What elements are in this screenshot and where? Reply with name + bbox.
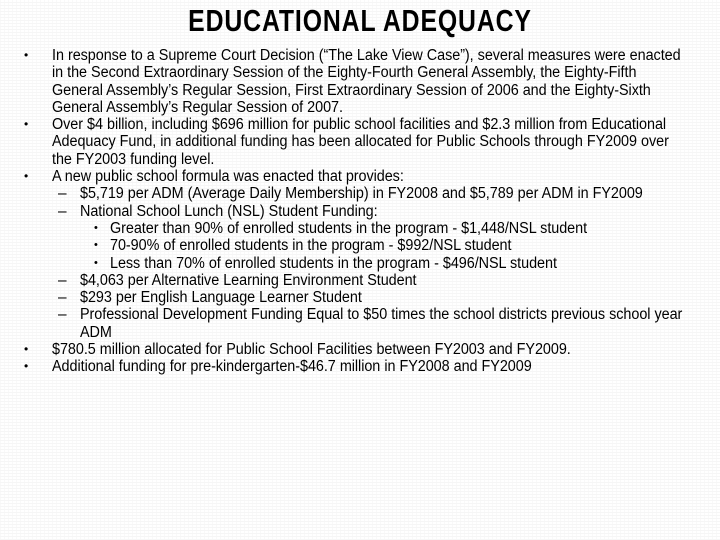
dash-marker-icon: –: [58, 202, 67, 220]
bullet-text: A new public school formula was enacted that provides:: [52, 168, 404, 186]
bullet-text: Greater than 90% of enrolled students in the program - $1,448/NSL student: [110, 219, 588, 237]
bullet-marker-icon: •: [94, 239, 98, 252]
bullet-item: [0, 289, 720, 306]
bullet-text: $293 per English Language Learner Student: [80, 289, 362, 307]
bullet-text: $4,063 per Alternative Learning Environment Student: [80, 271, 417, 289]
bullet-text: Professional Development Funding Equal to $50 times the school districts previous school year ADM: [80, 306, 683, 341]
bullet-item: [0, 358, 720, 375]
bullet-text: Over $4 billion, including $696 million for public school facilities and $2.3 million from Educational Adequacy Fund, in additional funding has been allocated for Public Schools through FY2009 over the FY2003 funding level.: [52, 116, 669, 168]
bullet-marker-icon: •: [94, 256, 98, 269]
bullet-text: In response to a Supreme Court Decision (“The Lake View Case”), several measures were enacted in the Second Extraordinary Session of the Eighty-Fourth General Assembly, the Eighty-Fifth General Assembly’s Regular Session, First Extraordinary Session of 2006 and the Eighty-Sixth General Assembly’s Regular Session of 2007.: [52, 47, 681, 116]
bullet-marker-icon: •: [24, 169, 29, 184]
dash-marker-icon: –: [58, 306, 67, 324]
page-title: EDUCATIONAL ADEQUACY: [188, 3, 532, 38]
bullet-item: [0, 185, 720, 202]
dash-marker-icon: –: [58, 185, 67, 203]
bullet-text: Less than 70% of enrolled students in the program - $496/NSL student: [110, 254, 557, 272]
bullet-item: [0, 116, 720, 168]
bullet-item: [0, 203, 720, 220]
bullet-text: $780.5 million allocated for Public School Facilities between FY2003 and FY2009.: [52, 341, 571, 359]
bullet-text: $5,719 per ADM (Average Daily Membership) in FY2008 and $5,789 per ADM in FY2009: [80, 185, 643, 203]
bullet-item: [0, 220, 720, 237]
bullet-item: [0, 168, 720, 185]
bullet-item: [0, 47, 720, 116]
dash-marker-icon: –: [58, 271, 67, 289]
bullet-marker-icon: •: [24, 48, 29, 62]
bullet-item: [0, 272, 720, 289]
bullet-text: National School Lunch (NSL) Student Funding:: [80, 202, 378, 220]
bullet-marker-icon: •: [24, 342, 29, 357]
dash-marker-icon: –: [58, 289, 67, 307]
bullet-item: [0, 255, 720, 272]
bullet-text: 70-90% of enrolled students in the program - $992/NSL student: [110, 237, 512, 255]
bullet-item: [0, 341, 720, 358]
bullet-item: [0, 306, 720, 341]
bullet-item: [0, 237, 720, 254]
bullet-marker-icon: •: [94, 221, 98, 234]
bullet-marker-icon: •: [24, 359, 29, 374]
bullet-marker-icon: •: [24, 117, 29, 132]
bullet-text: Additional funding for pre-kindergarten-$46.7 million in FY2008 and FY2009: [52, 358, 532, 376]
bullet-list: [0, 47, 720, 376]
